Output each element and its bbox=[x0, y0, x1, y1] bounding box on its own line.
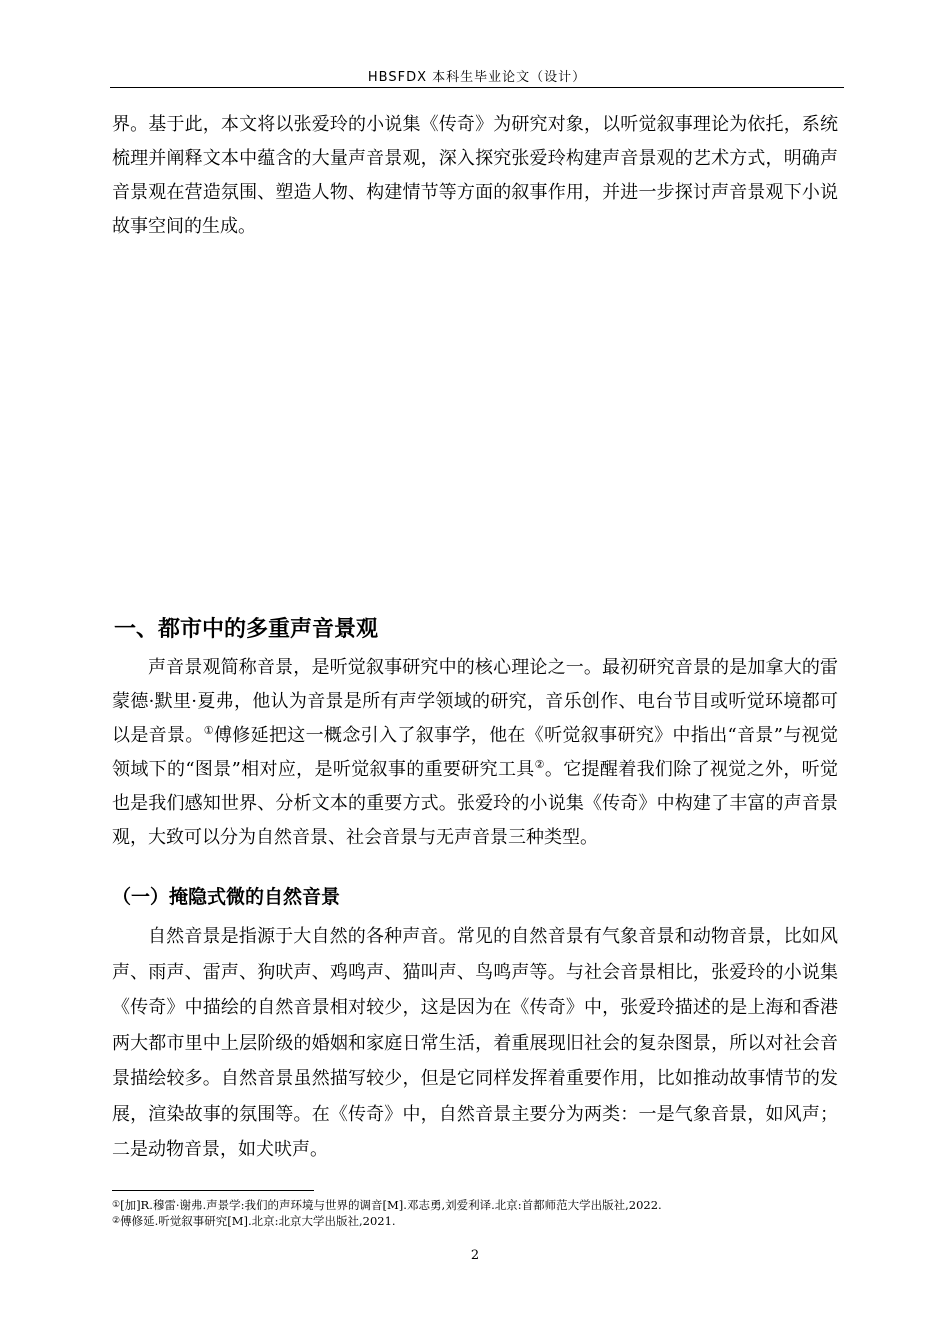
footnote-ref-2[interactable]: ② bbox=[534, 758, 545, 771]
section-paragraph-part3: 。它提醒着我们除了视觉之外，听觉也是我们感知世界、分析文本的重要方式。张爱玲的小说集《传奇》中构建了丰富的声音景观，大致可以分为自然音景、社会音景与无声音景三种类型。 bbox=[112, 759, 839, 848]
footnote-1-mark: ① bbox=[112, 1200, 121, 1210]
footnote-2-text: 傅修延.听觉叙事研究[M].北京:北京大学出版社,2021. bbox=[120, 1214, 396, 1228]
footnote-1 bbox=[112, 1198, 662, 1213]
section-paragraph-part2: 傅修延把这一概念引入了叙事学，他在《听觉叙事研究》中指出“音景”与视觉领域下的“图景”相对应，是听觉叙事的重要研究工具 bbox=[112, 725, 838, 780]
section-paragraph-part1: 声音景观简称音景，是听觉叙事研究中的核心理论之一。最初研究音景的是加拿大的雷蒙德·默里·夏弗，他认为音景是所有声学领域的研究，音乐创作、电台节目或听觉环境都可以是音景。 bbox=[112, 657, 838, 746]
footnote-separator bbox=[112, 1190, 314, 1191]
subsection-heading: （一）掩隐式微的自然音景 bbox=[112, 886, 341, 908]
section-paragraph bbox=[112, 651, 838, 855]
intro-paragraph: 界。基于此，本文将以张爱玲的小说集《传奇》为研究对象，以听觉叙事理论为依托，系统梳理并阐释文本中蕴含的大量声音景观，深入探究张爱玲构建声音景观的艺术方式，明确声音景观在营造氛围、塑造人物、构建情节等方面的叙事作用，并进一步探讨声音景观下小说故事空间的生成。 bbox=[112, 114, 838, 237]
subsection-paragraph: 自然音景是指源于大自然的各种声音。常见的自然音景有气象音景和动物音景，比如风声、雨声、雷声、狗吠声、鸡鸣声、猫叫声、鸟鸣声等。与社会音景相比，张爱玲的小说集《传奇》中描绘的自然音景相对较少，这是因为在《传奇》中，张爱玲描述的是上海和香港两大都市里中上层阶级的婚姻和家庭日常生活，着重展现旧社会的复杂图景，所以对社会音景描绘较多。自然音景虽然描写较少，但是它同样发挥着重要作用，比如推动故事情节的发展，渲染故事的氛围等。在《传奇》中，自然音景主要分为两类：一是气象音景，如风声；二是动物音景，如犬吠声。 bbox=[112, 926, 838, 1160]
header-rule bbox=[110, 87, 844, 88]
footnote-2 bbox=[112, 1214, 396, 1229]
footnote-1-text: [加]R.穆雷·谢弗.声景学:我们的声环境与世界的调音[M].邓志勇,刘爱利译.北京:首都师范大学出版社,2022. bbox=[120, 1198, 662, 1212]
running-header: HBSFDX 本科生毕业论文（设计） bbox=[367, 70, 587, 85]
footnote-2-mark: ② bbox=[112, 1216, 121, 1226]
page-number: 2 bbox=[470, 1248, 480, 1263]
footnote-ref-1[interactable]: ① bbox=[203, 724, 214, 737]
section-heading: 一、都市中的多重声音景观 bbox=[114, 617, 379, 642]
